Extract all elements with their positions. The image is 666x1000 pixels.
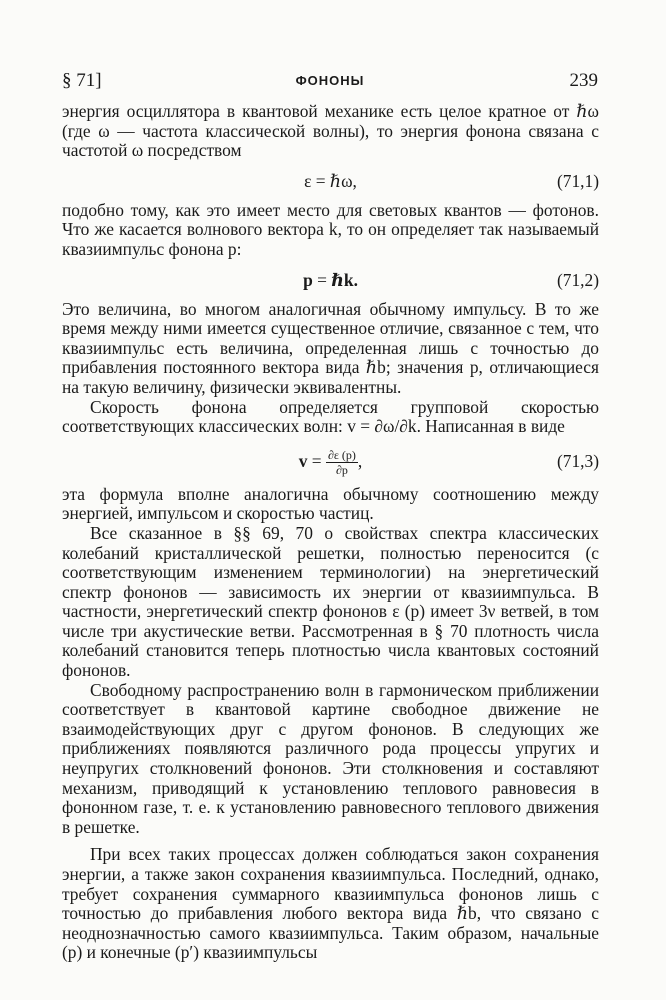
equation-rhs: ℏk. xyxy=(331,269,358,290)
page-body xyxy=(62,102,599,963)
paragraph-2: подобно тому, как это имеет место для световых квантов — фотонов. Что же касается волнового вектора k, то он определяет так называемый квазиимпульс фонона p: xyxy=(62,199,599,259)
equation-71-2 xyxy=(62,260,599,300)
fraction xyxy=(326,448,358,477)
page-number: 239 xyxy=(569,70,598,91)
paragraph-4: Скорость фонона определяется групповой скоростью соответствующих классических волн: v = ∂ω/∂k. Написанная в виде xyxy=(62,396,599,437)
chapter-title: ФОНОНЫ xyxy=(295,73,365,88)
section-reference: § 71] xyxy=(62,70,102,91)
equation-number: (71,2) xyxy=(556,269,599,290)
fraction-denominator: ∂p xyxy=(335,463,348,478)
paragraph-8: При всех таких процессах должен соблюдаться закон сохранения энергии, а также закон сохранения квазиимпульса. Последний, однако, требует сохранения суммарного квазиимпульса фононов лишь с точностью до прибавления любого вектора вида ℏb, что связано с неоднозначностью самого квазиимпульса. Таким образом, начальные (p) и конечные (p′) квазиимпульсы xyxy=(62,844,599,963)
equation-lhs: ε xyxy=(304,170,312,191)
equation-rhs: ℏω, xyxy=(329,170,357,191)
equation-71-1 xyxy=(62,161,599,201)
equation-tail: , xyxy=(357,450,363,471)
equation-71-3 xyxy=(62,437,599,485)
paragraph-6: Все сказанное в §§ 69, 70 о свойствах спектра классических колебаний кристаллической решетки, полностью переносится (с соответствующим изменением терминологии) на энергетический спектр фононов — зависимость их энергии от квазиимпульса. В частности, энергетический спектр фононов ε (p) имеет 3ν ветвей, в том числе три акустические ветви. Рассмотренная в § 70 плотность числа колебаний становится теперь плотностью числа квантовых состояний фононов. xyxy=(62,522,599,681)
equation-expression: ε = ℏω, xyxy=(304,170,357,191)
equation-number: (71,3) xyxy=(556,450,599,471)
equation-expression: v = $\frac{\partial\varepsilon (p)}{\partial p}$ , xyxy=(298,448,363,478)
equation-expression: p = ℏk. xyxy=(303,269,358,290)
paragraph-5: эта формула вполне аналогична обычному соотношению между энергией, импульсом и скоростью частиц. xyxy=(62,483,599,524)
equation-lhs: v xyxy=(298,450,308,471)
fraction-numerator: ∂ε (p) xyxy=(327,448,356,463)
paragraph-1: энергия осциллятора в квантовой механике есть целое кратное от ℏω (где ω — частота классической волны), то энергия фонона связана с частотой ω посредством xyxy=(62,101,599,161)
running-header xyxy=(62,70,598,94)
equation-lhs: p xyxy=(303,269,313,290)
paragraph-3: Это величина, во многом аналогичная обычному импульсу. В то же время между ними имеется существенное отличие, связанное с тем, что квазиимпульс есть величина, определенная лишь с точностью до прибавления постоянного вектора вида ℏb; значения p, отличающиеся на такую величину, физически эквивалентны. xyxy=(62,298,599,397)
paragraph-7: Свободному распространению волн в гармоническом приближении соответствует в квантовой картине свободное движение не взаимодействующих друг с другом фононов. В следующих же приближениях появляются различного рода процессы упругих и неупругих столкновений фононов. Эти столкновения и составляют механизм, приводящий к установлению теплового равновесия в фононном газе, т. е. к установлению равновесного теплового движения в решетке. xyxy=(62,679,599,837)
equation-number: (71,1) xyxy=(556,170,599,191)
